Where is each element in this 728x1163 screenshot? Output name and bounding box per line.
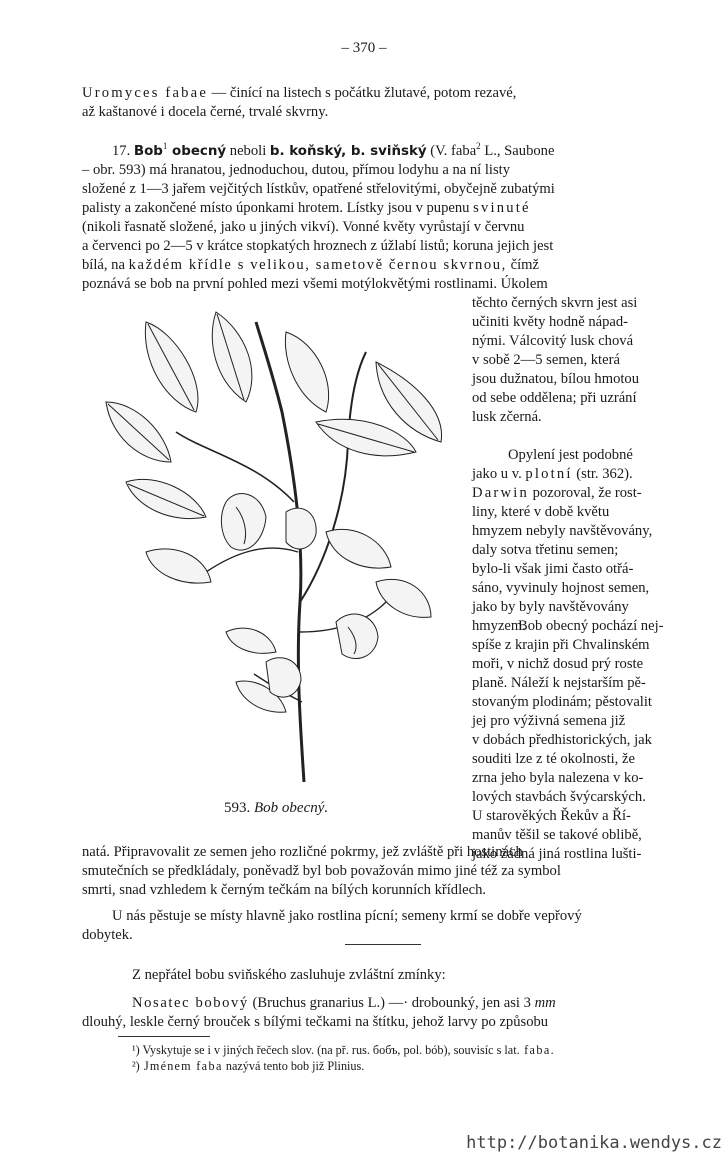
footnote-2-text-end: nazývá tento bob již Plinius. xyxy=(222,1059,365,1073)
bob-line3: složené z 1—3 jařem vejčitých lístkův, opatřené střelovitými, obyčejně zubatými xyxy=(82,181,555,197)
rc-line: Bob obecný pochází nej- xyxy=(518,618,664,634)
bob-line7-c: čímž xyxy=(506,257,539,273)
footnote-1-faba: faba. xyxy=(519,1043,556,1057)
nosatec-name: Nosatec bobový xyxy=(132,995,249,1011)
rc-frag: jako u v. xyxy=(472,466,522,482)
right-col-p3 xyxy=(472,617,692,864)
figure-number: 593. xyxy=(224,800,251,816)
rc-line: bylo-li však jimi často otřá- xyxy=(472,561,634,577)
figure-title: Bob obecný. xyxy=(254,800,329,816)
rc-line: Opylení jest podobné xyxy=(508,447,633,463)
after-fig-para2: U nás pěstuje se místy hlavně jako rostlina pícní; semeny krmí se dobře vepřový xyxy=(112,908,582,924)
bob-number: 17. xyxy=(112,143,134,159)
nosatec-line2: dlouhý, leskle černý brouček s bílými tečkami na štítku, jehož larvy po způsobu xyxy=(82,1014,549,1030)
footnote-1-text: Vyskytuje se i v jiných řečech slov. (na př. rus. бобъ, pol. bób), souvisíc s lat. xyxy=(139,1043,520,1057)
bob-line7-a: bílá, na xyxy=(82,257,125,273)
bob-footnote-ref1: 1 xyxy=(162,141,168,152)
rc-frag: (str. 362). xyxy=(572,466,633,482)
footnote-2-mark: ²) xyxy=(132,1059,140,1073)
nosatec-text: (Bruchus granarius L.) —· drobounký, jen asi 3 xyxy=(248,995,535,1011)
bob-line6: a červenci po 2—5 v krátce stopkatých hroznech z úžlabí listů; koruna jejich jest xyxy=(82,238,554,254)
rc-line: zrna jeho byla nalezena v ko- xyxy=(472,770,644,786)
bob-line4 xyxy=(82,199,690,218)
rc-line: moři, v nichž dosud prý roste xyxy=(472,656,644,672)
footnote-2-text: Jménem xyxy=(139,1059,192,1073)
bob-line8: poznává se bob na první pohled mezi všemi motýlokvětými rostlinami. Úkolem xyxy=(82,276,548,292)
bob-line5: (nikoli řasnatě složené, jako u jiných vikví). Vonné květy vyrůstají v červnu xyxy=(82,219,525,235)
rc-line: hmyzem nebyly navštěvovány, xyxy=(472,523,653,539)
figure-caption xyxy=(224,800,328,817)
rc-line: stovaným plodinám; pěstovalit xyxy=(472,694,652,710)
right-col-p2 xyxy=(472,446,692,636)
bob-footnote-ref2: 2 xyxy=(476,141,481,152)
bob-name-cont: obecný xyxy=(167,144,227,159)
rc-line: lusk zčerná. xyxy=(472,409,542,425)
rc-line: lových stavbách švýcarských. xyxy=(472,789,646,805)
rc-line: těchto černých skvrn jest asi xyxy=(472,295,638,311)
rc-line: U starověkých Řekův a Ří- xyxy=(472,808,631,824)
source-url[interactable]: http://botanika.wendys.cz xyxy=(466,1133,722,1153)
rc-line: jsou dužnatou, bílou hmotou xyxy=(472,371,640,387)
bob-line7 xyxy=(82,256,690,275)
nosatec-unit: mm xyxy=(534,995,556,1011)
bob-heading-line xyxy=(112,142,690,161)
bob-line7-spaced: každém křídle s velikou, sametově černou skvrnou, xyxy=(128,257,507,273)
uromyces-line2: až kaštanové i docela černé, trvalé skvrny. xyxy=(82,104,329,120)
rc-spaced: plotní xyxy=(525,466,573,482)
footnote-2 xyxy=(132,1058,692,1074)
footnote-2-faba: faba xyxy=(191,1059,223,1073)
uromyces-name: Uromyces fabae xyxy=(82,85,209,101)
bob-name: Bob xyxy=(133,144,163,159)
rc-line: v sobě 2—5 semen, která xyxy=(472,352,620,368)
section-divider xyxy=(345,944,421,945)
rc-line: jako žádná jiná rostlina lušti- xyxy=(472,846,642,862)
rc-spaced: Darwin xyxy=(472,485,529,501)
rc-line: učiniti květy hodně nápad- xyxy=(472,314,629,330)
rc-line: manův těšil se takové oblibě, xyxy=(472,827,642,843)
bob-line2: – obr. 593) má hranatou, jednoduchou, dutou, přímou lodyhu a na ní listy xyxy=(82,162,511,178)
uromyces-text: — činící na listech s počátku žlutavé, potom rezavé, xyxy=(208,85,517,101)
rc-line: nými. Válcovitý lusk chová xyxy=(472,333,634,349)
bob-neboli: neboli xyxy=(226,143,270,159)
uromyces-paragraph xyxy=(82,84,687,103)
bob-line4-spaced: svinuté xyxy=(473,200,531,216)
rc-line: liny, které v době květu xyxy=(472,504,610,520)
footnote-1-mark: ¹) xyxy=(132,1043,140,1057)
rc-line: od sebe oddělena; při uzrání xyxy=(472,390,637,406)
rc-line xyxy=(472,484,692,503)
after-fig-para2-line2: dobytek. xyxy=(82,927,133,943)
after-fig-line2: smutečních se předkládaly, poněvadž byl bob považován mimo jiné též za symbol xyxy=(82,863,561,879)
rc-line: spíše z krajin při Chvalinském xyxy=(472,637,650,653)
rc-line xyxy=(472,465,692,484)
right-col-p1 xyxy=(472,294,692,427)
bob-line4-text: palisty a zakončené místo úponkami hrotem. Lístky jsou v pupenu xyxy=(82,200,470,216)
footnote-divider xyxy=(118,1036,210,1037)
after-fig-line3: smrti, snad vzhledem k černým tečkám na bílých korunních křídlech. xyxy=(82,882,487,898)
bean-plant-illustration xyxy=(86,302,464,788)
page-number: – 370 – xyxy=(341,40,387,56)
bob-latin-rest: L., Saubone xyxy=(480,143,555,159)
rc-line: hmyzem. xyxy=(472,618,526,634)
rc-line: v dobách předhistorických, jak xyxy=(472,732,652,748)
bob-synonyms: b. koňský, b. sviňský xyxy=(269,144,427,159)
rc-line: planě. Náleží k nejstarším pě- xyxy=(472,675,646,691)
nosatec-line1 xyxy=(132,994,690,1013)
after-fig-line1: natá. Připravovalit ze semen jeho rozličné pokrmy, jež zvláště při hostinách xyxy=(82,844,523,860)
rc-line: daly sotva třetinu semen; xyxy=(472,542,619,558)
rc-frag: pozoroval, že rost- xyxy=(528,485,642,501)
rc-line: souditi lze z té okolnosti, že xyxy=(472,751,635,767)
rc-line: jej pro výživná semena již xyxy=(472,713,626,729)
rc-line: sáno, vyvinuly hojnost semen, xyxy=(472,580,650,596)
bob-latin: (V. faba xyxy=(426,143,477,159)
rc-line: jako by byly navštěvovány xyxy=(472,599,629,615)
enemies-intro: Z nepřátel bobu sviňského zasluhuje zvláštní zmínky: xyxy=(132,967,446,983)
footnote-1 xyxy=(132,1042,692,1058)
